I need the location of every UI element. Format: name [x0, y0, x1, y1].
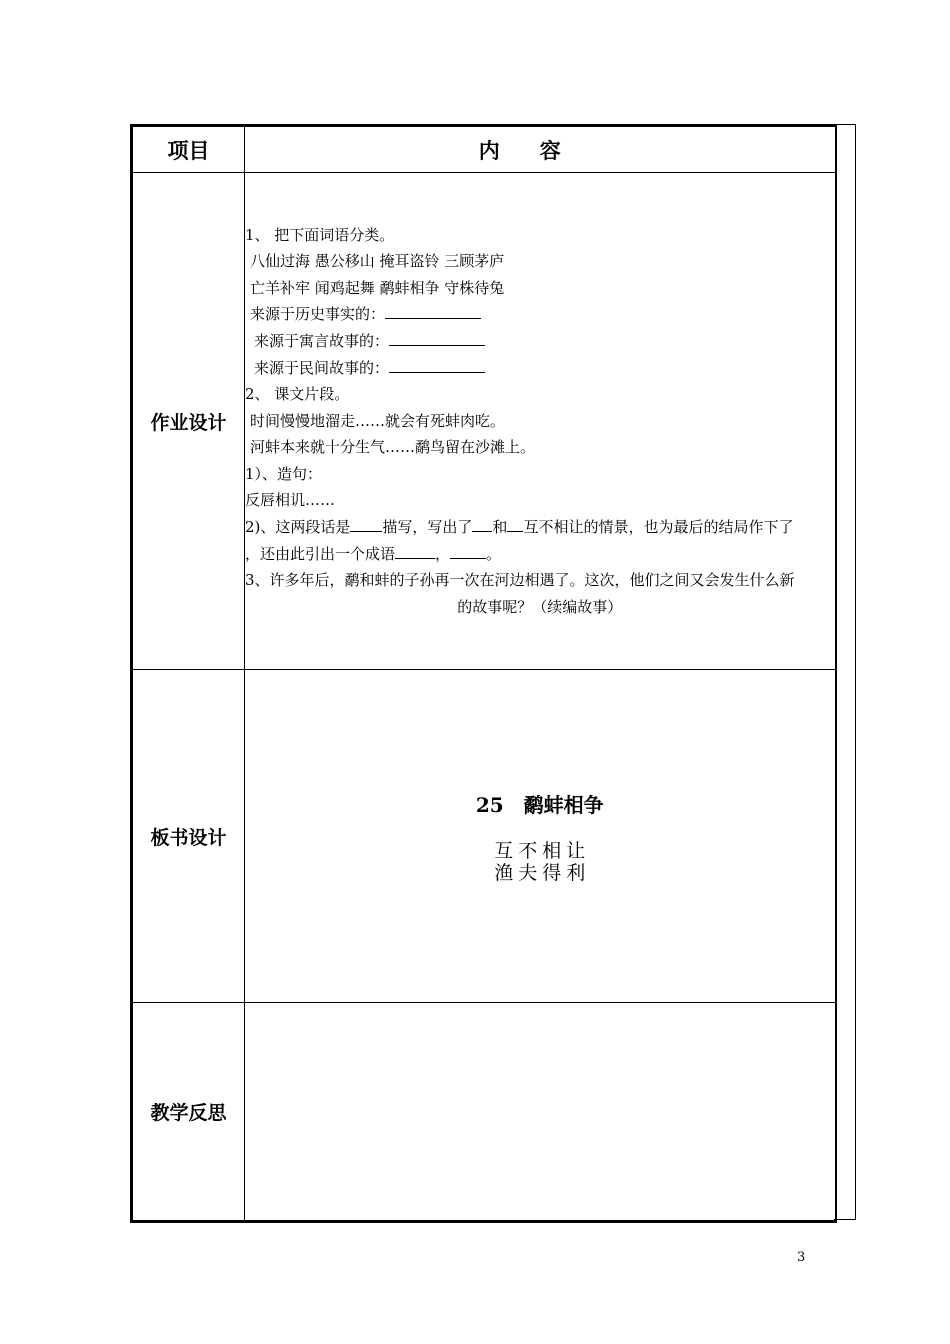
q1-category-history — [245, 301, 835, 328]
lesson-number: 25 — [475, 792, 504, 817]
board-content — [245, 670, 836, 1003]
q2-sub2-d: 互不相让的情景，也为最后的结局作下了 — [523, 518, 794, 537]
q1-cat2-label: 来源于寓言故事的： — [254, 331, 390, 350]
q2-sub1: 1）、造句： — [245, 464, 323, 483]
q1-title: 1、 把下面词语分类。 — [245, 225, 395, 244]
q3-line2: 的故事呢？（续编故事） — [457, 597, 623, 616]
reflection-label: 教学反思 — [132, 1003, 245, 1222]
reflection-row — [132, 1003, 836, 1222]
q2-title: 2、 课文片段。 — [245, 385, 350, 404]
header-item-cell: 项目 — [132, 126, 245, 173]
answer-blank — [395, 544, 435, 559]
table-header-row — [132, 126, 836, 173]
q2-sub2-line2 — [245, 541, 835, 568]
board-title — [245, 789, 835, 818]
board-label: 板书设计 — [132, 670, 245, 1003]
page-number: 3 — [797, 1250, 806, 1265]
q2-sub2-line2-b: ， — [435, 544, 451, 563]
answer-blank — [350, 517, 382, 532]
answer-blank — [507, 517, 523, 532]
q1-words-row2: 亡羊补牢 闻鸡起舞 鹬蚌相争 守株待兔 — [250, 278, 505, 297]
q3-line1: 3、许多年后，鹬和蚌的子孙再一次在河边相遇了。这次，他们之间又会发生什么新 — [245, 571, 795, 590]
q1-cat1-label: 来源于历史事实的： — [250, 305, 386, 324]
answer-blank — [472, 517, 492, 532]
q2-sub2-b: 描写，写出了 — [382, 518, 473, 537]
q2-sub2-line2-a: ，还由此引出一个成语 — [245, 544, 396, 563]
board-row — [132, 670, 836, 1003]
q1-words-row1: 八仙过海 愚公移山 掩耳盗铃 三顾茅庐 — [250, 252, 505, 271]
q2-sub2-line1 — [245, 514, 835, 541]
q2-sub2-line2-c: 。 — [486, 544, 502, 563]
board-line2: 渔夫得利 — [494, 861, 591, 884]
q2-sub2-a: 2)、这两段话是 — [245, 518, 351, 537]
homework-label: 作业设计 — [132, 173, 245, 670]
homework-row — [132, 173, 836, 670]
page-frame-right — [834, 124, 856, 1220]
lesson-plan-table — [130, 124, 837, 1223]
answer-blank — [389, 358, 485, 373]
q2-passage1: 时间慢慢地溜走……就会有死蚌肉吃。 — [250, 411, 506, 430]
homework-content — [245, 173, 836, 670]
q1-category-folk — [245, 355, 835, 382]
answer-blank — [389, 331, 485, 346]
q2-sub2-c: 和 — [492, 518, 508, 537]
reflection-content — [245, 1003, 836, 1222]
q1-category-fable — [245, 328, 835, 355]
answer-blank — [385, 304, 481, 319]
q2-sub1-item: 反唇相讥…… — [245, 491, 336, 510]
header-content-cell: 内容 — [245, 126, 836, 173]
q1-cat3-label: 来源于民间故事的： — [254, 358, 390, 377]
board-line1: 互不相让 — [494, 839, 591, 862]
answer-blank — [450, 544, 486, 559]
lesson-title: 鹬蚌相争 — [523, 792, 604, 817]
q2-passage2: 河蚌本来就十分生气……鹬鸟留在沙滩上。 — [250, 438, 536, 457]
